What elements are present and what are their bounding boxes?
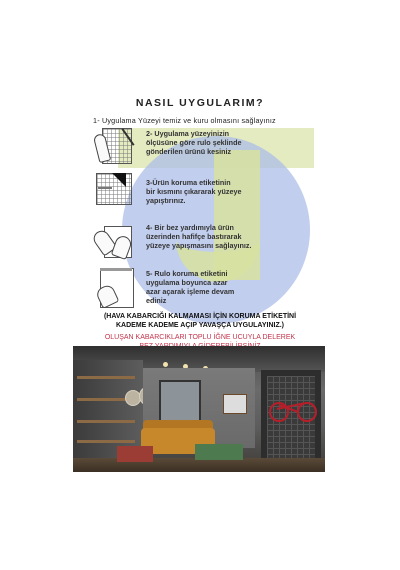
unrolling-hand-icon [96, 268, 134, 308]
warning-note: (HAVA KABARCIĞI KALMAMASI İÇİN KORUMA ETİKETİNİ KADEME KADEME AÇIP YAVAŞÇA UYGULAYINIZ.) [103, 313, 297, 329]
peel-grid-icon [96, 173, 134, 209]
tip-note: OLUŞAN KABARCIKLARI TOPLU İĞNE UCUYLA DELEREK [104, 334, 296, 341]
step-1-text: 1- Uygulama Yüzeyi temiz ve kuru olmasını sağlayınız [93, 116, 276, 125]
step-2-text: 2- Uygulama yüzeyinizin ölçüsüne göre rulo şeklinde gönderilen ürünü kesiniz [146, 129, 242, 156]
step-5-text: 5- Rulo koruma etiketini uygulama boyunca azar azar açarak işleme devam ediniz [146, 269, 235, 305]
cutting-hand-icon [96, 128, 134, 164]
pressing-hands-icon [96, 222, 134, 258]
step-4-text: 4- Bir bez yardımıyla ürün üzerinden hafifçe bastırarak yüzeye yapışmasını sağlayınız. [146, 223, 252, 250]
page-title: NASIL UYGULARIM? [135, 97, 265, 109]
room-photo [73, 346, 325, 472]
step-3-text: 3-Ürün koruma etiketinin bir kısmını çıkararak yüzeye yapıştırınız. [146, 178, 242, 205]
